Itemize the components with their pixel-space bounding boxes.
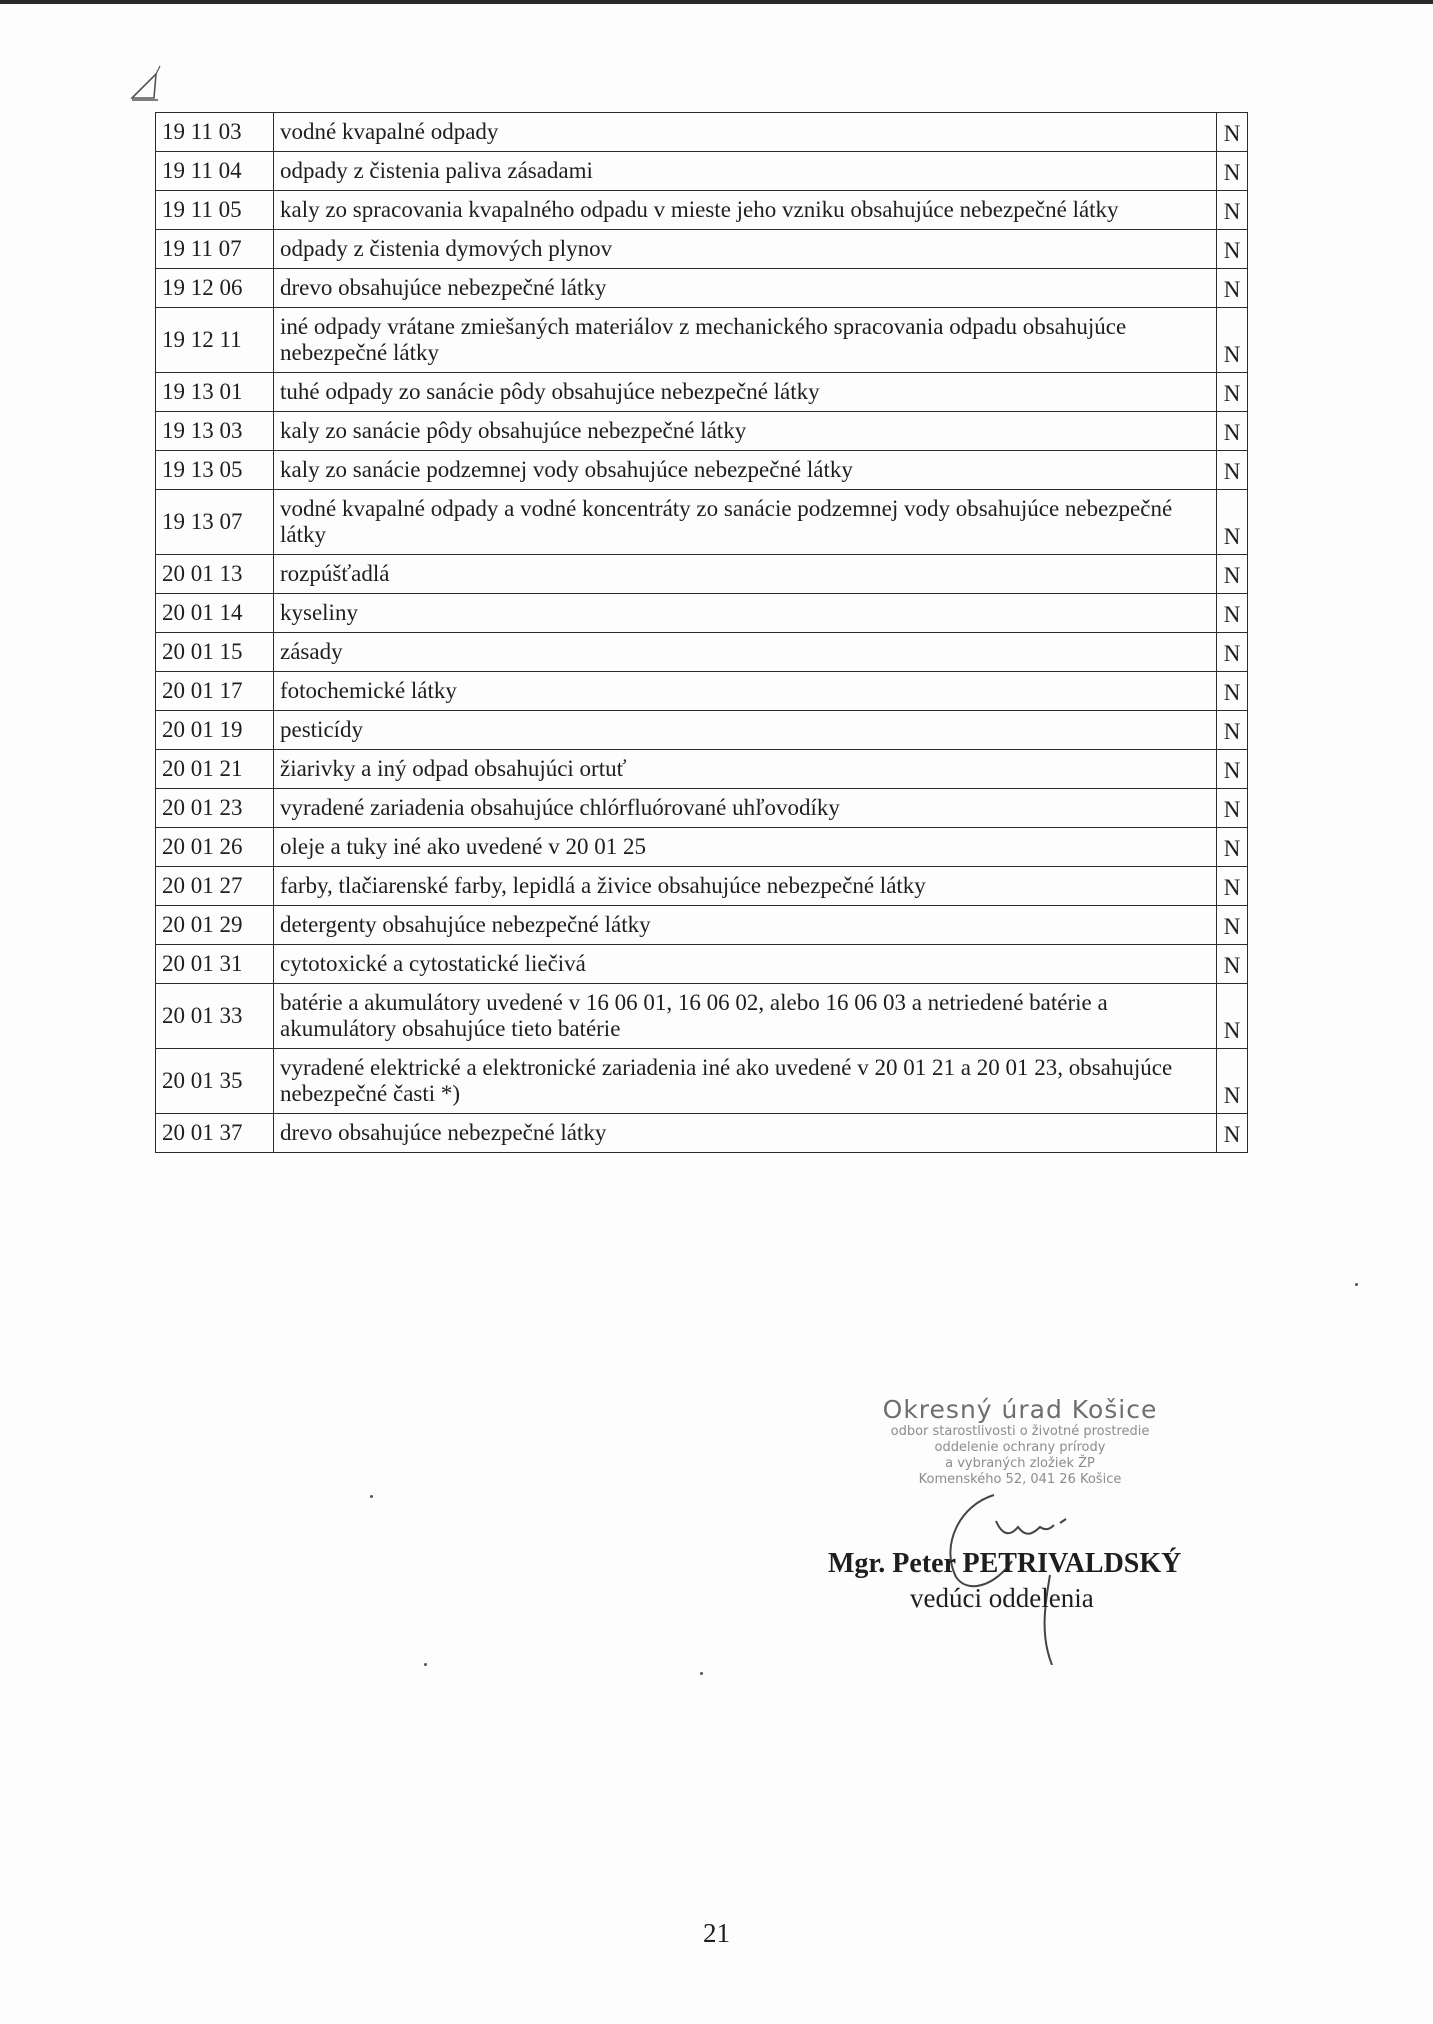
waste-name-cell: detergenty obsahujúce nebezpečné látky bbox=[274, 906, 1217, 945]
waste-name-cell: vyradené zariadenia obsahujúce chlórfluórované uhľovodíky bbox=[274, 789, 1217, 828]
stamp-line: a vybraných zložiek ŽP bbox=[945, 1456, 1095, 1471]
table-row bbox=[156, 373, 1248, 412]
table-row bbox=[156, 594, 1248, 633]
page-number: 21 bbox=[703, 1918, 730, 1948]
table-row bbox=[156, 867, 1248, 906]
signer-name: Mgr. Peter PETRIVALDSKÝ bbox=[828, 1548, 1182, 1579]
waste-category-cell: N bbox=[1217, 191, 1248, 230]
waste-code-cell: 20 01 27 bbox=[156, 867, 274, 906]
waste-code-cell: 19 11 07 bbox=[156, 230, 274, 269]
table-row bbox=[156, 633, 1248, 672]
waste-code-cell: 20 01 23 bbox=[156, 789, 274, 828]
waste-category-cell: N bbox=[1217, 230, 1248, 269]
table-row bbox=[156, 711, 1248, 750]
table-row bbox=[156, 230, 1248, 269]
waste-code-cell: 19 12 06 bbox=[156, 269, 274, 308]
waste-code-cell: 20 01 33 bbox=[156, 984, 274, 1049]
waste-name-cell: cytotoxické a cytostatické liečivá bbox=[274, 945, 1217, 984]
waste-name-cell: zásady bbox=[274, 633, 1217, 672]
waste-name-cell: odpady z čistenia dymových plynov bbox=[274, 230, 1217, 269]
waste-code-cell: 19 11 04 bbox=[156, 152, 274, 191]
waste-name-cell: tuhé odpady zo sanácie pôdy obsahujúce nebezpečné látky bbox=[274, 373, 1217, 412]
table-row bbox=[156, 1049, 1248, 1114]
waste-category-cell: N bbox=[1217, 828, 1248, 867]
waste-category-cell: N bbox=[1217, 984, 1248, 1049]
table-row bbox=[156, 828, 1248, 867]
scan-speck bbox=[1355, 1283, 1358, 1286]
waste-category-cell: N bbox=[1217, 412, 1248, 451]
waste-name-cell: žiarivky a iný odpad obsahujúci ortuť bbox=[274, 750, 1217, 789]
waste-category-cell: N bbox=[1217, 906, 1248, 945]
waste-table-body bbox=[156, 113, 1248, 1153]
waste-code-cell: 20 01 37 bbox=[156, 1114, 274, 1153]
stamp-line: oddelenie ochrany prírody bbox=[934, 1440, 1106, 1455]
waste-name-cell: vodné kvapalné odpady bbox=[274, 113, 1217, 152]
table-row bbox=[156, 945, 1248, 984]
waste-code-cell: 20 01 29 bbox=[156, 906, 274, 945]
waste-category-cell: N bbox=[1217, 269, 1248, 308]
waste-category-cell: N bbox=[1217, 308, 1248, 373]
table-row bbox=[156, 191, 1248, 230]
table-row bbox=[156, 269, 1248, 308]
waste-code-cell: 20 01 26 bbox=[156, 828, 274, 867]
scan-speck bbox=[700, 1672, 703, 1675]
waste-name-cell: vodné kvapalné odpady a vodné koncentráty zo sanácie podzemnej vody obsahujúce nebezpečné látky bbox=[274, 490, 1217, 555]
waste-code-cell: 20 01 31 bbox=[156, 945, 274, 984]
waste-code-cell: 20 01 19 bbox=[156, 711, 274, 750]
waste-category-cell: N bbox=[1217, 711, 1248, 750]
waste-category-cell: N bbox=[1217, 672, 1248, 711]
waste-category-cell: N bbox=[1217, 451, 1248, 490]
scan-speck bbox=[370, 1495, 373, 1498]
table-row bbox=[156, 308, 1248, 373]
table-row bbox=[156, 412, 1248, 451]
table-row bbox=[156, 750, 1248, 789]
waste-name-cell: oleje a tuky iné ako uvedené v 20 01 25 bbox=[274, 828, 1217, 867]
waste-category-cell: N bbox=[1217, 1114, 1248, 1153]
waste-name-cell: drevo obsahujúce nebezpečné látky bbox=[274, 1114, 1217, 1153]
waste-category-cell: N bbox=[1217, 152, 1248, 191]
waste-code-cell: 20 01 35 bbox=[156, 1049, 274, 1114]
waste-category-cell: N bbox=[1217, 1049, 1248, 1114]
table-row bbox=[156, 1114, 1248, 1153]
waste-category-cell: N bbox=[1217, 594, 1248, 633]
waste-code-cell: 20 01 17 bbox=[156, 672, 274, 711]
waste-name-cell: kyseliny bbox=[274, 594, 1217, 633]
waste-code-cell: 19 12 11 bbox=[156, 308, 274, 373]
table-row bbox=[156, 490, 1248, 555]
waste-name-cell: odpady z čistenia paliva zásadami bbox=[274, 152, 1217, 191]
waste-code-cell: 19 13 07 bbox=[156, 490, 274, 555]
waste-name-cell: batérie a akumulátory uvedené v 16 06 01, 16 06 02, alebo 16 06 03 a netriedené batérie a akumulátory obsahujúce tieto batérie bbox=[274, 984, 1217, 1049]
table-row bbox=[156, 906, 1248, 945]
waste-category-cell: N bbox=[1217, 490, 1248, 555]
waste-name-cell: kaly zo sanácie pôdy obsahujúce nebezpečné látky bbox=[274, 412, 1217, 451]
waste-catalogue-table bbox=[155, 112, 1248, 1153]
waste-category-cell: N bbox=[1217, 945, 1248, 984]
table-row bbox=[156, 113, 1248, 152]
waste-code-cell: 19 13 05 bbox=[156, 451, 274, 490]
waste-code-cell: 20 01 21 bbox=[156, 750, 274, 789]
waste-category-cell: N bbox=[1217, 113, 1248, 152]
waste-code-cell: 19 13 01 bbox=[156, 373, 274, 412]
waste-name-cell: kaly zo sanácie podzemnej vody obsahujúce nebezpečné látky bbox=[274, 451, 1217, 490]
table-row bbox=[156, 672, 1248, 711]
waste-name-cell: vyradené elektrické a elektronické zariadenia iné ako uvedené v 20 01 21 a 20 01 23, obsahujúce nebezpečné časti *) bbox=[274, 1049, 1217, 1114]
waste-category-cell: N bbox=[1217, 373, 1248, 412]
waste-name-cell: iné odpady vrátane zmiešaných materiálov z mechanického spracovania odpadu obsahujúce nebezpečné látky bbox=[274, 308, 1217, 373]
waste-category-cell: N bbox=[1217, 789, 1248, 828]
waste-name-cell: drevo obsahujúce nebezpečné látky bbox=[274, 269, 1217, 308]
waste-code-cell: 19 11 05 bbox=[156, 191, 274, 230]
scan-top-edge bbox=[0, 0, 1433, 4]
table-row bbox=[156, 984, 1248, 1049]
table-row bbox=[156, 555, 1248, 594]
scan-speck bbox=[424, 1663, 427, 1666]
waste-category-cell: N bbox=[1217, 633, 1248, 672]
waste-category-cell: N bbox=[1217, 867, 1248, 906]
waste-code-cell: 19 11 03 bbox=[156, 113, 274, 152]
handwritten-corner-mark bbox=[128, 64, 162, 104]
waste-name-cell: kaly zo spracovania kvapalného odpadu v mieste jeho vzniku obsahujúce nebezpečné látky bbox=[274, 191, 1217, 230]
waste-category-cell: N bbox=[1217, 750, 1248, 789]
stamp-office-name: Okresný úrad Košice bbox=[882, 1395, 1158, 1424]
waste-name-cell: fotochemické látky bbox=[274, 672, 1217, 711]
stamp-line: Komenského 52, 041 26 Košice bbox=[918, 1472, 1122, 1487]
waste-code-cell: 20 01 13 bbox=[156, 555, 274, 594]
signer-role: vedúci oddelenia bbox=[910, 1583, 1094, 1613]
table-row bbox=[156, 789, 1248, 828]
waste-category-cell: N bbox=[1217, 555, 1248, 594]
table-row bbox=[156, 152, 1248, 191]
waste-name-cell: rozpúšťadlá bbox=[274, 555, 1217, 594]
table-row bbox=[156, 451, 1248, 490]
waste-name-cell: farby, tlačiarenské farby, lepidlá a živice obsahujúce nebezpečné látky bbox=[274, 867, 1217, 906]
waste-name-cell: pesticídy bbox=[274, 711, 1217, 750]
waste-code-cell: 20 01 14 bbox=[156, 594, 274, 633]
waste-code-cell: 19 13 03 bbox=[156, 412, 274, 451]
waste-code-cell: 20 01 15 bbox=[156, 633, 274, 672]
stamp-line: odbor starostlivosti o životné prostredie bbox=[890, 1424, 1150, 1439]
